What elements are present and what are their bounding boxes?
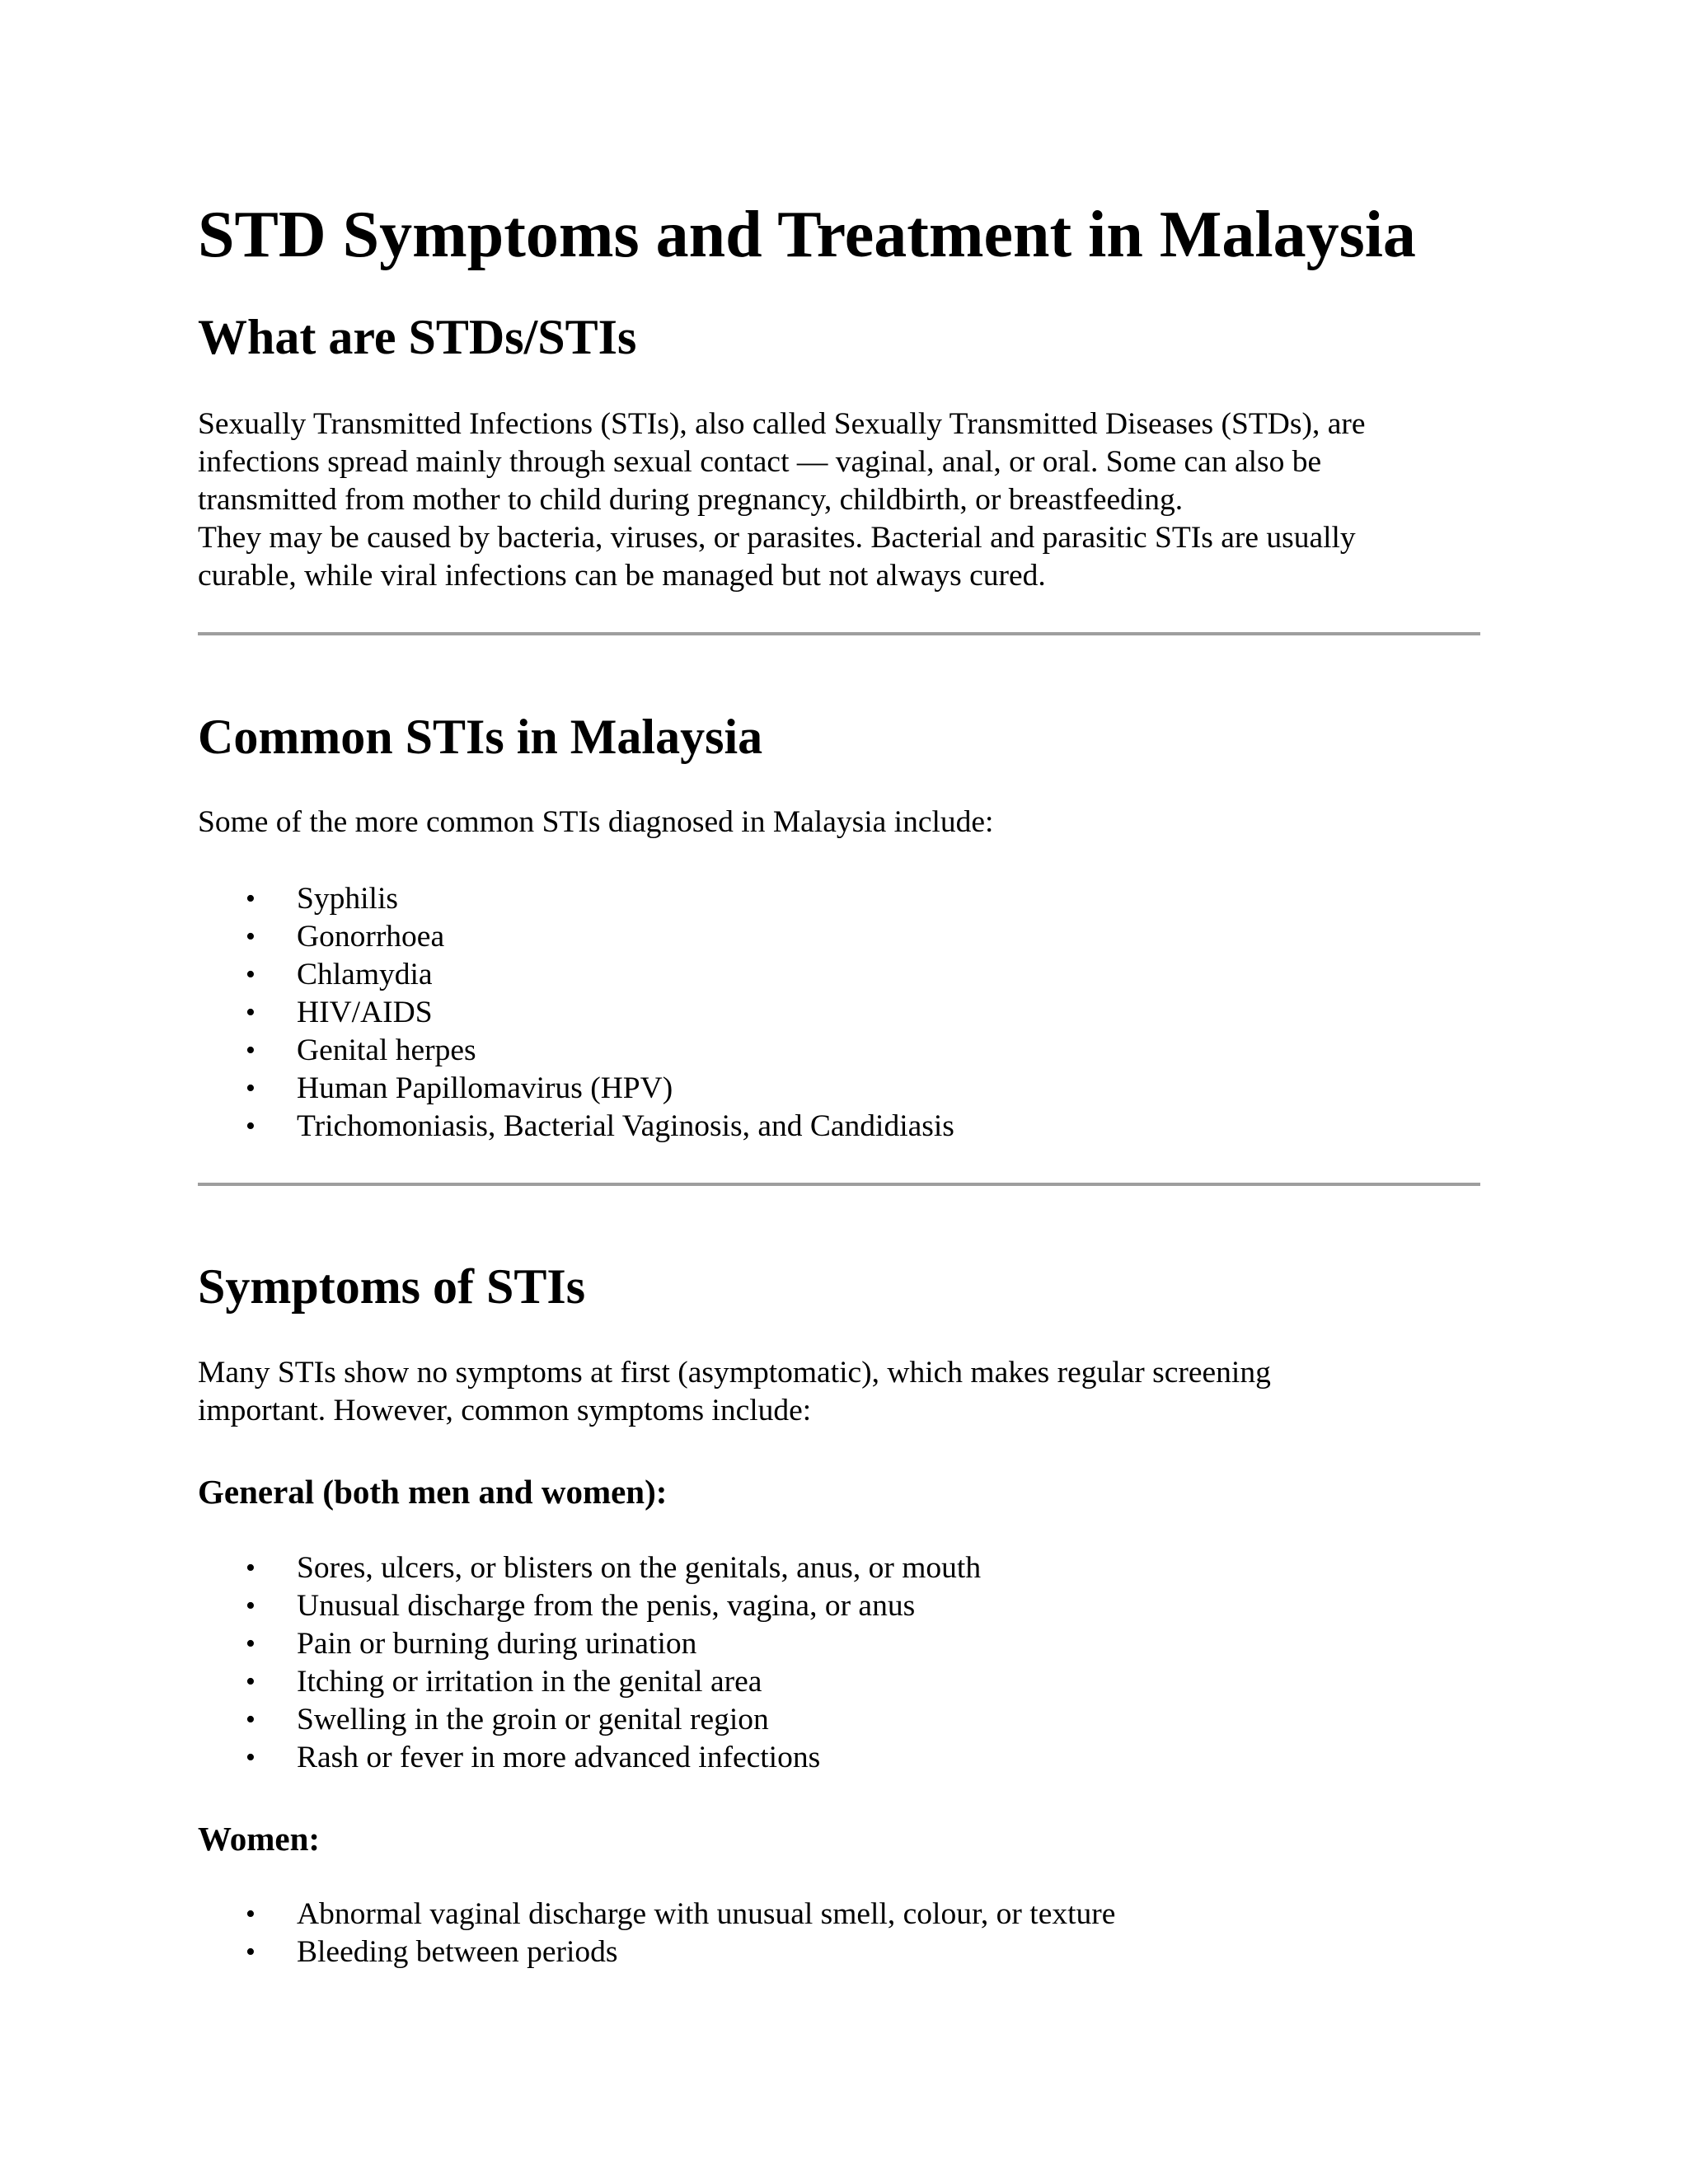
paragraph-line: transmitted from mother to child during pregnancy, childbirth, or breastfeeding. [198, 483, 1184, 517]
common-stis-intro [198, 804, 993, 841]
paragraph-line: Sexually Transmitted Infections (STIs), also called Sexually Transmitted Diseases (STDs), are [198, 407, 1366, 441]
bullet-icon: • [246, 1899, 256, 1929]
bullet-icon: • [246, 1591, 256, 1621]
list-item [198, 1108, 954, 1146]
list-item-text: Human Papillomavirus (HPV) [297, 1071, 673, 1105]
paragraph-line: Many STIs show no symptoms at first (asymptomatic), which makes regular screening [198, 1356, 1271, 1390]
list-item-text: Trichomoniasis, Bacterial Vaginosis, and Candidiasis [297, 1109, 954, 1143]
bullet-icon: • [246, 997, 256, 1028]
paragraph-line: important. However, common symptoms include: [198, 1394, 812, 1427]
heading-what-are-stds: What are STDs/STIs [198, 310, 637, 364]
list-item-text: Itching or irritation in the genital area [297, 1665, 762, 1699]
list-item-text: Pain or burning during urination [297, 1627, 697, 1661]
paragraph-line: Some of the more common STIs diagnosed in Malaysia include: [198, 805, 994, 839]
common-stis-list [198, 880, 954, 1146]
list-item-text: Bleeding between periods [297, 1935, 618, 1969]
list-item-text: Rash or fever in more advanced infections [297, 1741, 821, 1774]
list-item [198, 1587, 981, 1625]
list-item [198, 1625, 981, 1663]
list-item [198, 956, 954, 994]
list-item [198, 1739, 981, 1777]
paragraph-std-definition [198, 405, 1365, 595]
list-item [198, 1701, 981, 1739]
bullet-icon: • [246, 1666, 256, 1697]
general-symptoms-list [198, 1549, 981, 1777]
list-item-text: Unusual discharge from the penis, vagina, or anus [297, 1589, 916, 1623]
list-item [198, 918, 954, 956]
symptoms-intro [198, 1354, 1271, 1430]
list-item [198, 1933, 1115, 1971]
paragraph-line: curable, while viral infections can be managed but not always cured. [198, 559, 1046, 593]
bullet-icon: • [246, 1111, 256, 1141]
list-item-text: Sores, ulcers, or blisters on the genitals, anus, or mouth [297, 1551, 982, 1585]
bullet-icon: • [246, 1073, 256, 1104]
list-item [198, 1070, 954, 1108]
paragraph-line: infections spread mainly through sexual contact — vaginal, anal, or oral. Some can also be [198, 445, 1322, 479]
list-item-text: Abnormal vaginal discharge with unusual smell, colour, or texture [297, 1897, 1116, 1931]
bullet-icon: • [246, 1742, 256, 1773]
list-item [198, 994, 954, 1032]
list-item-text: Syphilis [297, 882, 398, 916]
bullet-icon: • [246, 1629, 256, 1659]
list-item-text: HIV/AIDS [297, 996, 433, 1029]
bullet-icon: • [246, 921, 256, 952]
bullet-icon: • [246, 1704, 256, 1735]
list-item-text: Swelling in the groin or genital region [297, 1703, 769, 1736]
list-item [198, 880, 954, 918]
women-symptoms-list [198, 1896, 1115, 1971]
section-divider [198, 632, 1480, 635]
bullet-icon: • [246, 959, 256, 990]
heading-symptoms: Symptoms of STIs [198, 1259, 586, 1314]
page-title: STD Symptoms and Treatment in Malaysia [198, 199, 1416, 271]
list-item [198, 1032, 954, 1070]
bullet-icon: • [246, 1553, 256, 1583]
list-item [198, 1549, 981, 1587]
list-item-text: Gonorrhoea [297, 920, 445, 954]
heading-common-stis: Common STIs in Malaysia [198, 710, 763, 764]
list-item [198, 1896, 1115, 1933]
heading-general-symptoms: General (both men and women): [198, 1473, 668, 1511]
list-item-text: Chlamydia [297, 958, 433, 991]
bullet-icon: • [246, 1035, 256, 1066]
bullet-icon: • [246, 1937, 256, 1967]
bullet-icon: • [246, 883, 256, 914]
list-item-text: Genital herpes [297, 1033, 476, 1067]
heading-women-symptoms: Women: [198, 1820, 321, 1858]
section-divider [198, 1183, 1480, 1186]
list-item [198, 1663, 981, 1701]
paragraph-line: They may be caused by bacteria, viruses, or parasites. Bacterial and parasitic STIs are usually [198, 521, 1356, 555]
